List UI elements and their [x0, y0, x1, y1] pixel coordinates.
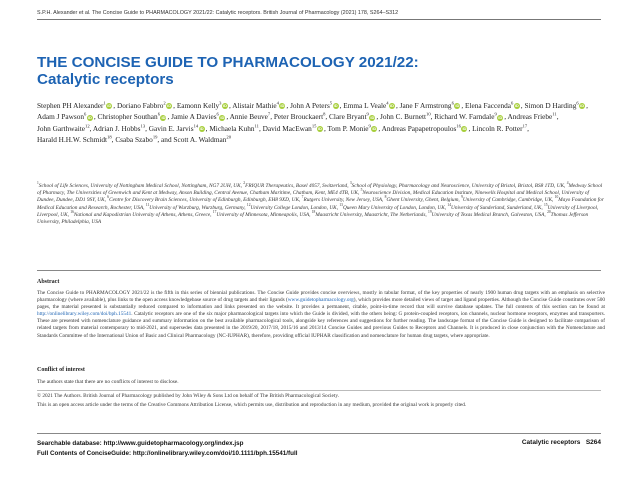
guidetopharmacology-link[interactable]: www.guidetopharmacology.org	[287, 297, 354, 304]
author-affiliation-mark: 6	[451, 100, 454, 106]
author-name	[115, 135, 157, 144]
author-text: David MacEwan	[262, 123, 312, 133]
orcid-icon[interactable]: iD	[370, 114, 375, 120]
author-separator: , and	[157, 135, 174, 145]
section-name: Catalytic receptors	[521, 439, 581, 446]
author-affiliation-mark: 7	[267, 111, 271, 117]
affiliation-number: 10	[554, 195, 559, 200]
author-separator: ,	[205, 123, 210, 133]
author-separator: ,	[226, 112, 230, 122]
author-separator: ,	[323, 123, 328, 133]
author-name	[177, 101, 229, 110]
author-separator: ,	[111, 135, 116, 145]
author-separator: ,	[167, 112, 172, 122]
author-affiliation-mark: 8	[323, 111, 326, 117]
full-contents-url-link[interactable]: http://onlinelibrary.wiley.com/doi/10.1111/bph.15541/full	[132, 449, 298, 457]
author-text: Richard W. Farndale	[434, 112, 495, 122]
author-separator: ,	[173, 101, 177, 110]
affiliation-text: University of Wurzburg, Wurzburg, Germany,	[149, 204, 247, 211]
orcid-icon[interactable]: iD	[333, 103, 338, 109]
author-name	[524, 101, 586, 110]
author-separator: ,	[258, 123, 263, 133]
author-name	[173, 135, 231, 144]
author-name	[37, 101, 113, 110]
orcid-icon[interactable]: iD	[107, 103, 112, 109]
author-text: John Garthwaite	[37, 123, 86, 133]
affiliation-text: University of Texas Medical Branch, Galveston, USA,	[431, 211, 548, 218]
author-name	[97, 112, 167, 121]
author-text: Peter Brouckaert	[273, 112, 324, 122]
author-separator: ,	[270, 112, 274, 122]
abstract-heading: Abstract	[37, 279, 60, 285]
author-name	[290, 101, 340, 110]
author-name	[263, 124, 324, 133]
searchable-url-link[interactable]: http://www.guidetopharmacology.org/index.jsp	[103, 440, 244, 447]
author-name	[149, 124, 206, 133]
abstract-text-1: The Concise Guide to PHARMACOLOGY 2021/22 is the fifth in this series of biennial publications. The Concise Guide provides concise overviews, mostly in tabular format, of the key properties of nearly 1900 human drug targets with an emphasis on selective pharmacology (where available), plus links to the open access knowledgebase source of drug targets and their ligands (	[37, 290, 605, 304]
author-name	[434, 112, 504, 121]
author-text: Jane F Armstrong	[399, 101, 452, 110]
author-separator: ,	[339, 101, 344, 110]
author-name	[343, 101, 396, 110]
affiliation-number: 5	[360, 188, 363, 193]
author-affiliation-mark: 4	[276, 100, 279, 106]
author-affiliation-mark: 9	[494, 111, 497, 117]
orcid-icon[interactable]: iD	[390, 103, 395, 109]
author-text: Clare Bryant	[329, 112, 367, 122]
author-text: Annie Beuve	[229, 112, 268, 122]
orcid-icon[interactable]: iD	[280, 103, 285, 109]
copyright-rule	[37, 390, 601, 391]
affiliation-number: 4	[566, 181, 569, 186]
author-text: Elena Faccenda	[465, 101, 511, 110]
affiliation-number: 15	[544, 202, 548, 207]
affiliation-text: Neuroscience Division, Medical Education Institute, Ninewells Hospital and Medical School, University of Dundee, Dundee, DD1 9SY, UK,	[37, 190, 590, 204]
searchable-label: Searchable database:	[37, 440, 104, 447]
wiley-doi-link[interactable]: http://onlinelibrary.wiley.com/doi/bph.15541	[37, 311, 132, 318]
affiliation-text: Maastricht University, Maastricht, The Netherlands,	[315, 211, 429, 218]
abstract-body	[37, 290, 605, 340]
affiliation-text: School of Life Sciences, University of Nottingham Medical School, Nottingham, NG7 2UH, UK,	[38, 183, 244, 189]
affiliation-text: Queen Mary University of London, London, UK,	[342, 204, 448, 211]
author-affiliation-mark: 11	[552, 111, 557, 117]
author-text: Harald H.H.W. Schmidt	[37, 135, 108, 145]
article-title	[37, 54, 597, 88]
title-line-1: THE CONCISE GUIDE TO PHARMACOLOGY 2021/22:	[37, 54, 419, 71]
author-affiliation-mark: 16	[456, 123, 461, 129]
author-list	[37, 100, 607, 146]
affiliation-number: 12	[246, 202, 251, 207]
orcid-icon[interactable]: iD	[498, 114, 503, 120]
copyright-block	[37, 392, 605, 409]
affiliation-number: 14	[447, 202, 452, 207]
author-affiliation-mark: 5	[329, 100, 333, 106]
affiliation-number: 9	[461, 195, 463, 200]
author-affiliation-mark: 2	[163, 100, 166, 106]
author-affiliation-mark: 18	[107, 134, 112, 140]
author-name	[327, 124, 378, 133]
affiliation-text: National and Kapodistrian University of Athens, Athens, Greece,	[73, 211, 213, 218]
header-rule	[37, 19, 601, 20]
author-text: Scott A. Waldman	[173, 135, 227, 145]
page-number: S264	[585, 439, 601, 446]
author-name	[37, 124, 90, 133]
affiliation-number: 18	[311, 210, 316, 215]
author-affiliation-mark: 12	[85, 123, 90, 129]
author-separator: ,	[556, 112, 559, 122]
author-affiliation-mark: 11	[254, 123, 259, 129]
affiliation-text: Mayo Foundation for Medical Education and Research, Rochester, USA,	[37, 197, 604, 211]
author-separator: ,	[586, 101, 588, 110]
affiliation-number: 19	[428, 210, 432, 215]
orcid-icon[interactable]: iD	[87, 114, 92, 120]
footer-links	[37, 439, 297, 458]
affiliation-text: University College London, London, UK,	[250, 204, 340, 211]
author-affiliation-mark: 6	[576, 100, 579, 106]
author-separator: ,	[468, 123, 473, 133]
author-separator: ,	[325, 112, 330, 122]
affiliation-text: Centre for Discovery Brain Sciences, University of Edinburgh, Edinburgh, EH8 9XD, UK,	[109, 197, 302, 204]
author-separator: ,	[93, 112, 98, 122]
running-head: S.P.H. Alexander et al. The Concise Guide to PHARMACOLOGY 2021/22: Catalytic receptors. British Journal of Pharmacology (2021) 178, S264–S312	[37, 10, 399, 16]
author-name	[400, 101, 462, 110]
orcid-icon[interactable]: iD	[167, 103, 172, 109]
author-name	[274, 112, 326, 121]
author-affiliation-mark: 19	[152, 134, 158, 140]
author-separator: ,	[378, 123, 382, 133]
author-affiliation-mark: 9	[366, 111, 369, 117]
author-affiliation-mark: 3	[219, 100, 222, 106]
author-name	[37, 112, 94, 121]
author-text: Stephen PH Alexander	[37, 101, 104, 110]
orcid-icon[interactable]: iD	[220, 114, 225, 120]
author-separator: ,	[228, 101, 233, 110]
author-name	[93, 124, 145, 133]
affiliation-text: Ghent University, Ghent, Belgium,	[386, 197, 462, 204]
author-affiliation-mark: 6	[511, 100, 514, 106]
author-affiliation-mark: 4	[386, 100, 389, 106]
affiliation-number: 20	[547, 210, 551, 215]
author-text: Doriano Fabbro	[116, 101, 164, 110]
author-text: Simon D Harding	[524, 101, 577, 110]
orcid-icon[interactable]: iD	[161, 114, 166, 120]
affiliation-text: Thomas Jefferson University, Philadelphia, USA	[37, 211, 589, 226]
author-name	[37, 135, 112, 144]
author-text: Adam J Pawson	[37, 112, 85, 122]
author-separator: ,	[461, 101, 466, 110]
author-text: Alistair Mathie	[232, 101, 277, 110]
author-text: John A Peters	[290, 101, 330, 110]
author-affiliation-mark: 1	[103, 100, 106, 106]
author-text: Andreas Friebe	[507, 112, 553, 122]
abstract-text-3: . Catalytic receptors are one of the six major pharmacological targets into which the Guide is divided, with the others being: G protein-coupled receptors, ion channels, nuclear hormone receptors, enzymes and transporters. These are presented with nomenclature guidance and summary information on the best available pharmacological tools, alongside key references and suggestions for further reading. The landscape format of the Concise Guide is designed to facilitate comparison of related targets from material contemporary to mid-2021, and supersedes data presented in the 2019/20, 2017/18, 2015/16 and 2013/14 Concise Guides and previous Guides to Receptors and Channels. It is produced in close conjunction with the Nomenclature and Standards Committee of the International Union of Basic and Clinical Pharmacology (NC-IUPHAR), therefore, providing official IUPHAR classification and nomenclature for human drug targets, where appropriate.	[37, 311, 605, 339]
author-separator: ,	[396, 101, 400, 110]
affiliation-text: University of Liverpool, Liverpool, UK,	[37, 204, 599, 218]
author-separator: ,	[376, 112, 380, 122]
author-affiliation-mark: 6	[84, 111, 87, 117]
author-affiliation-mark: 6	[157, 111, 160, 117]
orcid-icon[interactable]: iD	[317, 126, 322, 132]
author-affiliation-mark: 9	[368, 123, 371, 129]
author-affiliation-mark: 10	[426, 111, 431, 117]
author-separator: ,	[145, 123, 149, 133]
affiliation-number: 6	[107, 195, 110, 200]
author-name	[171, 112, 226, 121]
orcid-icon[interactable]: iD	[372, 126, 377, 132]
author-affiliation-mark: 6	[216, 111, 219, 117]
author-affiliation-mark: 17	[522, 123, 528, 129]
author-affiliation-mark: 13	[140, 123, 146, 129]
affiliation-text: FRIQUR Therapeutics, Basel 4057, Switzerland,	[245, 183, 350, 189]
affiliation-text: Medway School of Pharmacy, The Universities of Greenwich and Kent at Medway, Anson Building, Central Avenue, Chatham Maritime, Chatham, Kent, ME4 4TB, UK,	[37, 183, 603, 197]
conflict-body: The authors state that there are no conflicts of interest to disclose.	[37, 379, 179, 385]
affiliation-number: 2	[243, 181, 246, 186]
author-name	[117, 101, 173, 110]
affiliation-number: 13	[339, 202, 343, 207]
affiliation-number: 16	[70, 210, 74, 215]
author-text: Csaba Szabo	[115, 135, 153, 145]
orcid-icon[interactable]: iD	[199, 126, 204, 132]
author-affiliation-mark: 15	[311, 123, 317, 129]
affiliation-text: University of Sunderland, Sunderland, UK,	[451, 204, 544, 211]
author-affiliation-mark: 20	[226, 134, 232, 140]
affiliation-text: Rutgers University, New Jersey, USA,	[303, 197, 385, 204]
author-separator: ,	[527, 123, 529, 133]
orcid-icon[interactable]: iD	[514, 103, 519, 109]
author-text: Christopher Southan	[97, 112, 158, 122]
affiliation-number: 7	[301, 195, 304, 200]
author-text: Michaela Kuhn	[209, 123, 255, 133]
author-name	[382, 124, 469, 133]
orcid-icon[interactable]: iD	[455, 103, 460, 109]
author-name	[230, 112, 271, 121]
author-text: Adrian J. Hobbs	[92, 123, 141, 133]
author-name	[209, 124, 259, 133]
author-separator: ,	[113, 101, 117, 110]
orcid-icon[interactable]: iD	[462, 126, 467, 132]
orcid-icon[interactable]: iD	[580, 103, 585, 109]
author-separator: ,	[430, 112, 435, 122]
conflict-heading: Conflict of interest	[37, 367, 85, 373]
author-affiliation-mark: 14	[193, 123, 199, 129]
footer-page-info	[522, 439, 601, 446]
author-separator: ,	[89, 123, 93, 133]
footer-rule	[37, 433, 601, 434]
author-text: Lincoln R. Potter	[472, 123, 523, 133]
affiliation-text: University of Minnesota, Minneapolis, USA,	[216, 211, 312, 218]
section-rule	[37, 270, 601, 271]
copyright-line: © 2021 The Authors. British Journal of Pharmacology published by John Wiley & Sons Ltd on behalf of The British Pharmacological Society.	[37, 393, 339, 399]
title-line-2: Catalytic receptors	[37, 71, 174, 88]
orcid-icon[interactable]: iD	[222, 103, 227, 109]
affiliation-number: 11	[145, 202, 150, 207]
author-name	[380, 112, 431, 121]
author-name	[508, 112, 557, 121]
affiliation-number: 1	[37, 181, 39, 186]
affiliation-text: School of Physiology, Pharmacology and Neuroscience, University of Bristol, Bristol, BS8 1TD, UK,	[351, 183, 567, 189]
license-line: This is an open access article under the terms of the Creative Commons Attribution License, which permits use, distribution and reproduction in any medium, provided the original work is properly cited.	[37, 401, 467, 408]
author-separator: ,	[286, 101, 291, 110]
affiliation-number: 17	[212, 210, 217, 215]
full-contents-label: Full Contents of ConciseGuide:	[37, 449, 133, 457]
author-name	[472, 124, 527, 133]
affiliation-number: 3	[349, 181, 352, 186]
author-text: Jamie A Davies	[171, 112, 217, 122]
author-text: John C. Burnett	[380, 112, 427, 122]
author-text: Eamonn Kelly	[176, 101, 220, 110]
abstract-text-2: ), which provides more detailed views of target and ligand properties. Although the Concise Guide constitutes over 500 pages, the material presented is substantially reduced compared to information and links presented on the website. It provides a permanent, citable, point-in-time record that will survive database updates. The full contents of this section can be found at	[37, 297, 605, 311]
affiliation-number: 8	[384, 195, 387, 200]
author-text: Gavin E. Jarvis	[148, 123, 194, 133]
author-name	[465, 101, 521, 110]
author-separator: ,	[504, 112, 508, 122]
affiliations	[37, 183, 605, 226]
author-separator: ,	[520, 101, 525, 110]
author-name	[329, 112, 376, 121]
author-text: Emma L Veale	[343, 101, 387, 110]
affiliation-text: University of Cambridge, Cambridge, UK,	[462, 197, 555, 204]
author-text: Tom P. Monie	[327, 123, 369, 133]
author-text: Andreas Papapetropoulos	[381, 123, 457, 133]
author-name	[232, 101, 286, 110]
